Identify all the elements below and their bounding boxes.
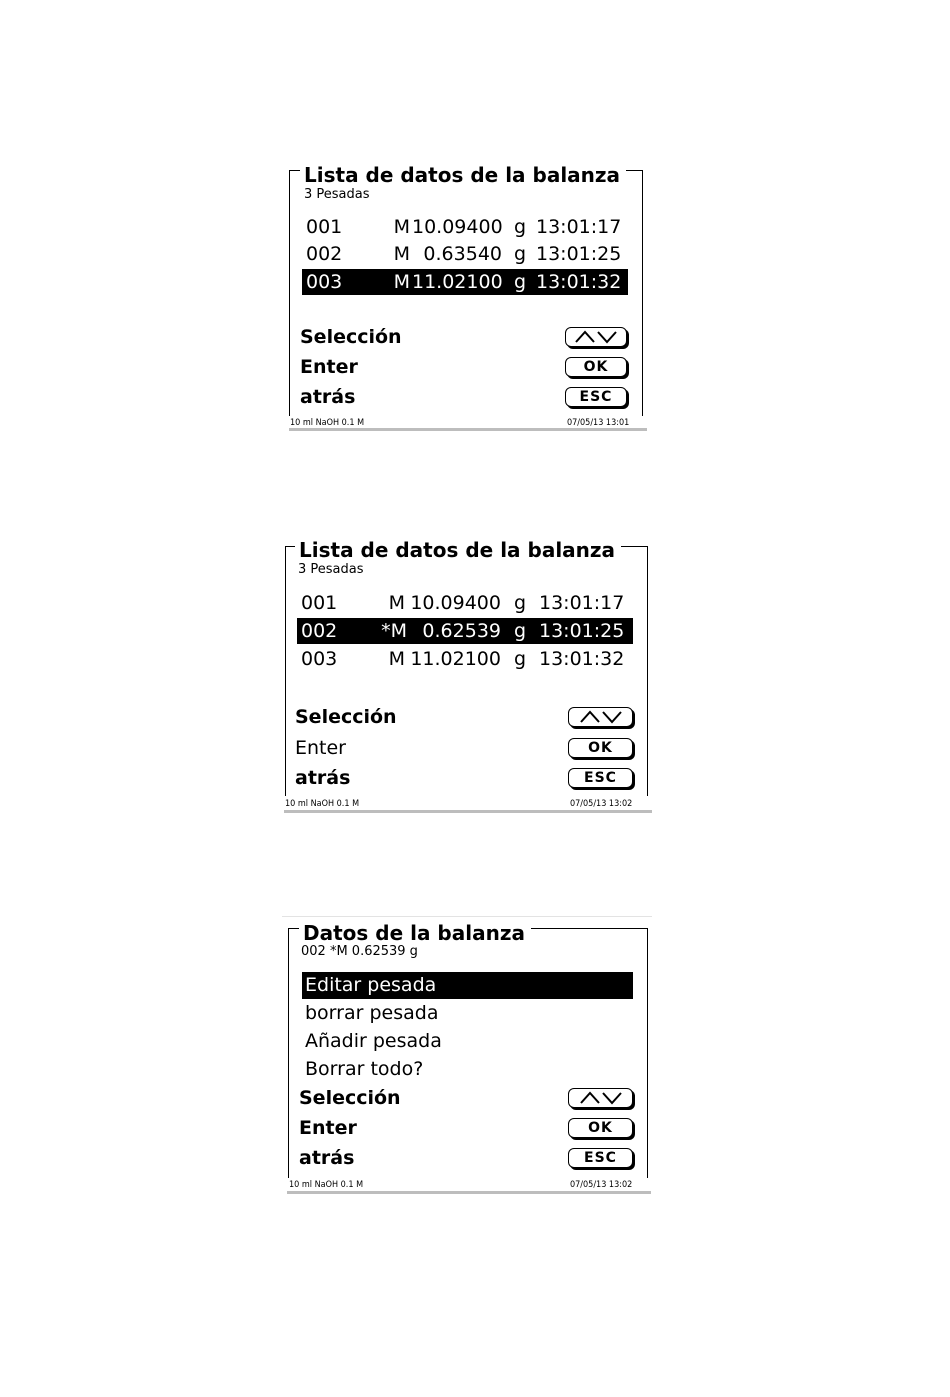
row-mark: M <box>393 216 410 238</box>
back-label: atrás <box>299 1147 355 1169</box>
row-mark: M <box>393 271 410 293</box>
screen-subtitle: 3 Pesadas <box>298 562 364 577</box>
row-index: 003 <box>301 648 338 670</box>
row-unit: g <box>514 648 527 670</box>
menu-item-edit-weighing[interactable]: Editar pesada <box>302 972 633 999</box>
menu-item-delete-weighing[interactable]: borrar pesada <box>305 1002 439 1024</box>
row-value: 10.09400 <box>410 592 501 614</box>
row-mark: M <box>393 243 410 265</box>
weighing-row[interactable] <box>297 646 633 672</box>
row-unit: g <box>514 620 527 642</box>
enter-label: Enter <box>300 356 358 378</box>
row-time: 13:01:25 <box>536 243 622 265</box>
row-mark: M <box>388 648 405 670</box>
weighing-row-selected[interactable] <box>302 269 628 295</box>
row-value: 11.02100 <box>410 648 501 670</box>
row-value: 10.09400 <box>412 216 503 238</box>
row-unit: g <box>514 216 527 238</box>
esc-key[interactable]: ESC <box>568 1148 633 1168</box>
enter-label: Enter <box>295 737 346 759</box>
up-down-arrows-icon <box>578 709 624 725</box>
up-down-key[interactable] <box>568 1088 633 1108</box>
row-index: 003 <box>306 271 343 293</box>
row-time: 13:01:32 <box>539 648 625 670</box>
status-bar-line <box>289 428 647 431</box>
back-label: atrás <box>295 767 351 789</box>
row-unit: g <box>514 592 527 614</box>
row-value: 0.63540 <box>423 243 502 265</box>
row-time: 13:01:17 <box>536 216 622 238</box>
row-index: 001 <box>306 216 343 238</box>
status-method: 10 ml NaOH 0.1 M <box>290 418 365 428</box>
ok-key[interactable]: OK <box>565 357 627 377</box>
up-down-arrows-icon <box>578 1090 624 1106</box>
row-value: 11.02100 <box>412 271 503 293</box>
up-down-arrows-icon <box>573 329 619 345</box>
status-datetime: 07/05/13 13:01 <box>567 418 630 428</box>
status-bar-line <box>287 1191 651 1194</box>
weighing-row[interactable] <box>302 214 628 240</box>
row-time: 13:01:25 <box>539 620 625 642</box>
weighing-row[interactable] <box>297 590 633 616</box>
selection-label: Selección <box>299 1087 401 1109</box>
row-mark: *M <box>381 620 407 642</box>
row-time: 13:01:32 <box>536 271 622 293</box>
row-index: 002 <box>301 620 338 642</box>
screen-subtitle: 3 Pesadas <box>304 187 370 202</box>
up-down-key[interactable] <box>568 707 633 727</box>
row-index: 002 <box>306 243 343 265</box>
status-bar-line <box>284 810 652 813</box>
ok-key[interactable]: OK <box>568 1118 633 1138</box>
row-unit: g <box>514 271 527 293</box>
menu-item-add-weighing[interactable]: Añadir pesada <box>305 1030 442 1052</box>
row-unit: g <box>514 243 527 265</box>
screen-title: Datos de la balanza <box>299 922 531 944</box>
esc-key[interactable]: ESC <box>565 387 627 407</box>
selection-label: Selección <box>295 706 397 728</box>
divider <box>282 916 652 917</box>
back-label: atrás <box>300 386 356 408</box>
weighing-row-selected[interactable] <box>297 618 633 644</box>
screen-subtitle: 002 *M 0.62539 g <box>301 944 418 959</box>
row-value: 0.62539 <box>422 620 501 642</box>
menu-item-delete-all[interactable]: Borrar todo? <box>305 1058 424 1080</box>
enter-label: Enter <box>299 1117 357 1139</box>
screen-title: Lista de datos de la balanza <box>300 164 626 186</box>
row-index: 001 <box>301 592 338 614</box>
up-down-key[interactable] <box>565 327 627 347</box>
esc-key[interactable]: ESC <box>568 768 633 788</box>
status-method: 10 ml NaOH 0.1 M <box>289 1180 364 1190</box>
status-datetime: 07/05/13 13:02 <box>570 799 633 809</box>
screen-title: Lista de datos de la balanza <box>295 539 621 561</box>
row-time: 13:01:17 <box>539 592 625 614</box>
selection-label: Selección <box>300 326 402 348</box>
row-mark: M <box>388 592 405 614</box>
weighing-row[interactable] <box>302 241 628 267</box>
ok-key[interactable]: OK <box>568 738 633 758</box>
status-datetime: 07/05/13 13:02 <box>570 1180 633 1190</box>
status-method: 10 ml NaOH 0.1 M <box>285 799 360 809</box>
